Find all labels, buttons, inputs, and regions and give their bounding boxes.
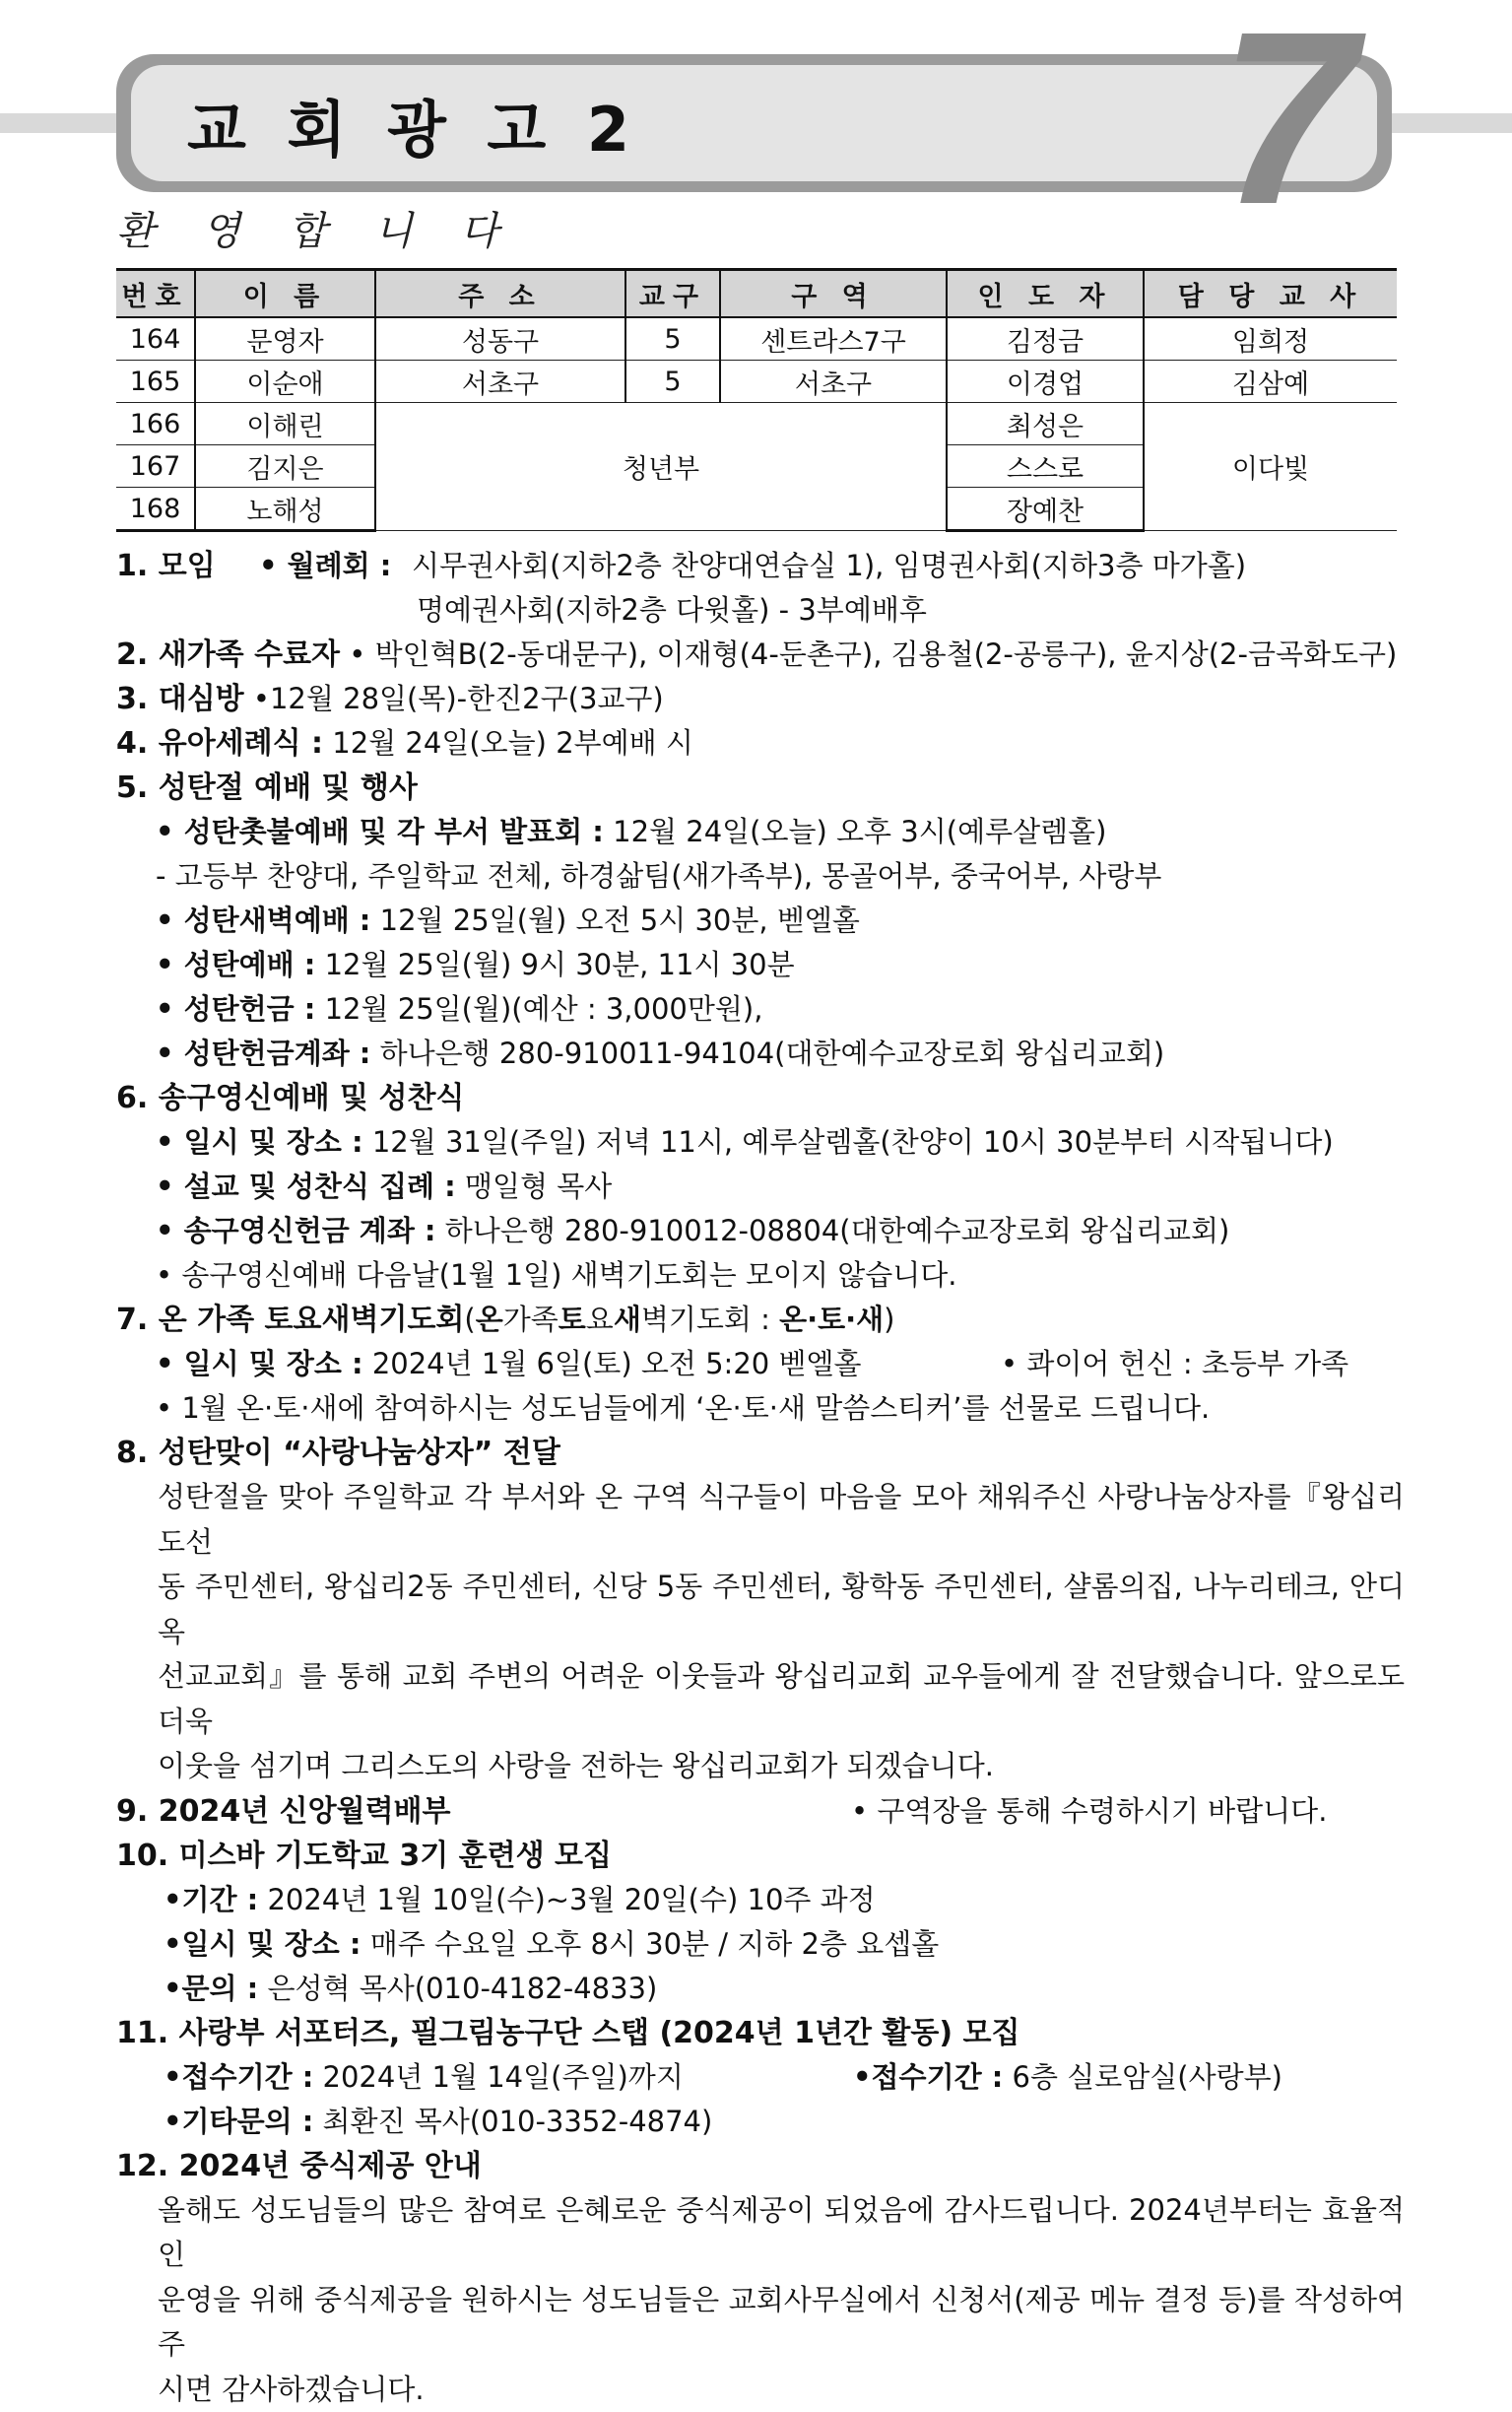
table-row: [116, 403, 1397, 445]
item-label: • 성탄헌금계좌 :: [156, 1037, 370, 1070]
section-9-title: 9. 2024년 신앙월력배부: [116, 1794, 451, 1829]
item-label: • 성탄헌금 :: [156, 992, 315, 1026]
title-part: 온: [476, 1303, 503, 1336]
item-text: 은성혁 목사(010-4182-4833): [267, 1972, 657, 2005]
cell-guide: 스스로: [947, 445, 1144, 488]
section-8-paragraph: [116, 1475, 1405, 1789]
section-7-item: [116, 1342, 1402, 1386]
section-5-item: [116, 810, 1402, 854]
section-5-item: [116, 987, 1402, 1032]
title-part: 요: [586, 1303, 614, 1336]
item-label: • 설교 및 성찬식 집례 :: [156, 1170, 456, 1203]
cell-guide: 장예찬: [947, 488, 1144, 531]
paragraph-line: 운영을 위해 중식제공을 원하시는 성도님들은 교회사무실에서 신청서(제공 메뉴 결정 등)를 작성하여 주: [158, 2278, 1405, 2368]
section-3-title: 3. 대심방: [116, 682, 244, 716]
section-1-line: [116, 544, 1402, 588]
section-10-title: 10. 미스바 기도학교 3기 훈련생 모집: [116, 1834, 1402, 1878]
item-text: 하나은행 280-910012-08804(대한예수교장로회 왕십리교회): [445, 1214, 1230, 1247]
section-5-item: [116, 1032, 1402, 1076]
welcome-heading: 환 영 합 니 다: [116, 200, 516, 256]
cell-number: 166: [116, 403, 195, 445]
section-10-item: [116, 1878, 1402, 1922]
item-text: 12월 25일(월)(예산 : 3,000만원),: [325, 992, 763, 1026]
cell-group-teacher: 이다빛: [1144, 403, 1397, 531]
item-label: • 일시 및 장소 :: [156, 1125, 363, 1159]
col-header-teacher: 담 당 교 사: [1144, 270, 1397, 318]
item-text: 2024년 1월 10일(수)~3월 20일(수) 10주 과정: [267, 1883, 875, 1916]
section-4-title: 4. 유아세례식 :: [116, 726, 323, 761]
item-label: • 성탄예배 :: [156, 948, 315, 981]
section-9-line: [116, 1789, 1402, 1834]
section-8-title: 8. 성탄맞이 “사랑나눔상자” 전달: [116, 1431, 1402, 1475]
item-label: • 송구영신헌금 계좌 :: [156, 1214, 436, 1247]
section-1-text-cont: 명예권사회(지하2층 다윗홀) - 3부예배후: [116, 588, 1402, 633]
section-4-line: [116, 721, 1402, 766]
new-member-table: [116, 268, 1397, 532]
cell-number: 165: [116, 361, 195, 403]
section-4-text: 12월 24일(오늘) 2부예배 시: [332, 726, 693, 760]
cell-teacher: 김삼예: [1144, 361, 1397, 403]
item-text: 맹일형 목사: [465, 1170, 612, 1203]
col-header-guide: 인 도 자: [947, 270, 1144, 318]
cell-district: 서초구: [720, 361, 947, 403]
item-right: [853, 2055, 1282, 2100]
paragraph-line: 성탄절을 맞아 주일학교 각 부서와 온 구역 식구들이 마음을 모아 채워주신 사랑나눔상자를『왕십리 도선: [158, 1475, 1405, 1565]
item-label: •문의 :: [164, 1972, 258, 2005]
section-3-text: •12월 28일(목)-한진2구(3교구): [253, 682, 664, 715]
title-part: 벽기도회 :: [641, 1303, 779, 1336]
title-part: 토: [559, 1303, 586, 1336]
col-header-number: 번호: [116, 270, 195, 318]
cell-guide: 최성은: [947, 403, 1144, 445]
item-label: •접수기간 :: [164, 2060, 313, 2094]
page-number: 7: [1219, 0, 1356, 236]
cell-parish: 5: [625, 361, 720, 403]
cell-parish: 5: [625, 317, 720, 361]
col-header-district: 구 역: [720, 270, 947, 318]
table-row: [116, 361, 1397, 403]
page-title: 교 회 광 고 2: [187, 81, 639, 168]
section-11-title: 11. 사랑부 서포터즈, 필그림농구단 스탭 (2024년 1년간 활동) 모집: [116, 2011, 1402, 2055]
section-6-item: [116, 1209, 1402, 1253]
title-part: (: [464, 1303, 475, 1336]
section-1-title: 1. 모임: [116, 549, 216, 583]
section-11-item: [116, 2100, 1402, 2144]
col-header-name: 이 름: [195, 270, 375, 318]
paragraph-line: 이웃을 섬기며 그리스도의 사랑을 전하는 왕십리교회가 되겠습니다.: [158, 1744, 1405, 1789]
item-label: •기간 :: [164, 1883, 258, 1916]
item-text: 12월 31일(주일) 저녁 11시, 예루살렘홀(찬양이 10시 30분부터 시작됩니다): [372, 1125, 1334, 1159]
cell-number: 167: [116, 445, 195, 488]
cell-address: 성동구: [375, 317, 625, 361]
item-label: •일시 및 장소 :: [164, 1927, 362, 1961]
cell-district: 센트라스7구: [720, 317, 947, 361]
cell-name: 이해린: [195, 403, 375, 445]
section-2-text: • 박인혁B(2-동대문구), 이재형(4-둔촌구), 김용철(2-공릉구), 윤지상(2-금곡화도구): [349, 637, 1397, 671]
section-5-title: 5. 성탄절 예배 및 행사: [116, 766, 1402, 810]
section-7-title-main: 7. 온 가족 토요새벽기도회: [116, 1303, 464, 1337]
section-6-item: • 송구영신예배 다음날(1월 1일) 새벽기도회는 모이지 않습니다.: [116, 1253, 1402, 1298]
section-11-item: [116, 2055, 1402, 2100]
cell-teacher: 임희정: [1144, 317, 1397, 361]
cell-number: 168: [116, 488, 195, 531]
table-header-row: [116, 270, 1397, 318]
cell-name: 이순애: [195, 361, 375, 403]
cell-address: 서초구: [375, 361, 625, 403]
section-5-subitem: - 고등부 찬양대, 주일학교 전체, 하경삶팀(새가족부), 몽골어부, 중국어부, 사랑부: [116, 854, 1402, 899]
item-label: •기타문의 :: [164, 2105, 313, 2138]
cell-name: 문영자: [195, 317, 375, 361]
cell-name: 김지은: [195, 445, 375, 488]
item-text: 하나은행 280-910011-94104(대한예수교장로회 왕십리교회): [380, 1037, 1165, 1070]
table-row: [116, 317, 1397, 361]
item-label: • 성탄촛불예배 및 각 부서 발표회 :: [156, 815, 604, 848]
paragraph-line: 올해도 성도님들의 많은 참여로 은혜로운 중식제공이 되었음에 감사드립니다. 2024년부터는 효율적인: [158, 2188, 1405, 2278]
item-label: • 일시 및 장소 :: [156, 1347, 363, 1380]
paragraph-line: 동 주민센터, 왕십리2동 주민센터, 신당 5동 주민센터, 황학동 주민센터, 샬롬의집, 나누리테크, 안디옥: [158, 1565, 1405, 1654]
item-right-text: • 콰이어 헌신 : 초등부 가족: [1001, 1342, 1348, 1386]
item-text: 최환진 목사(010-3352-4874): [323, 2105, 713, 2138]
paragraph-line: 선교교회』를 통해 교회 주변의 어려운 이웃들과 왕십리교회 교우들에게 잘 전달했습니다. 앞으로도 더욱: [158, 1654, 1405, 1744]
title-part: ): [884, 1303, 894, 1336]
section-7-item: • 1월 온·토·새에 참여하시는 성도님들에게 ‘온·토·새 말씀스티커’를 선물로 드립니다.: [116, 1386, 1402, 1431]
item-text: 2024년 1월 14일(주일)까지: [323, 2060, 684, 2094]
item-label: • 성탄새벽예배 :: [156, 904, 370, 937]
section-6-item: [116, 1165, 1402, 1209]
item-label: •접수기간 :: [853, 2060, 1003, 2094]
section-12-paragraph: [116, 2188, 1405, 2412]
section-2-title: 2. 새가족 수료자: [116, 637, 340, 672]
section-12-title: 12. 2024년 중식제공 안내: [116, 2144, 1402, 2188]
item-text: 12월 25일(월) 9시 30분, 11시 30분: [325, 948, 795, 981]
cell-number: 164: [116, 317, 195, 361]
item-text: 2024년 1월 6일(토) 오전 5:20 벧엘홀: [372, 1347, 862, 1380]
section-9-right: • 구역장을 통해 수령하시기 바랍니다.: [851, 1789, 1327, 1834]
announcements: [116, 544, 1402, 2412]
section-6-title: 6. 송구영신예배 및 성찬식: [116, 1076, 1402, 1120]
section-1-label: • 월례회 :: [259, 544, 391, 588]
title-part: 온·토·새: [779, 1303, 884, 1336]
col-header-address: 주 소: [375, 270, 625, 318]
section-1-text: 시무권사회(지하2층 찬양대연습실 1), 임명권사회(지하3층 마가홀): [412, 544, 1246, 588]
title-part: 가족: [503, 1303, 559, 1336]
title-part: 새: [614, 1303, 641, 1336]
item-text: 매주 수요일 오후 8시 30분 / 지하 2층 요셉홀: [370, 1927, 940, 1961]
cell-group: 청년부: [375, 403, 947, 531]
section-7-title: [116, 1298, 1402, 1342]
section-3-line: [116, 677, 1402, 721]
section-10-item: [116, 1967, 1402, 2011]
cell-guide: 김정금: [947, 317, 1144, 361]
item-text: 12월 24일(오늘) 오후 3시(예루살렘홀): [613, 815, 1106, 848]
section-6-item: [116, 1120, 1402, 1165]
section-5-item: [116, 943, 1402, 987]
item-text: 12월 25일(월) 오전 5시 30분, 벧엘홀: [380, 904, 860, 937]
section-5-item: [116, 899, 1402, 943]
paragraph-line: 시면 감사하겠습니다.: [158, 2368, 1405, 2412]
section-10-item: [116, 1922, 1402, 1967]
col-header-parish: 교구: [625, 270, 720, 318]
item-text: 6층 실로암실(사랑부): [1013, 2060, 1282, 2094]
cell-name: 노해성: [195, 488, 375, 531]
section-2-line: [116, 633, 1402, 677]
cell-guide: 이경업: [947, 361, 1144, 403]
